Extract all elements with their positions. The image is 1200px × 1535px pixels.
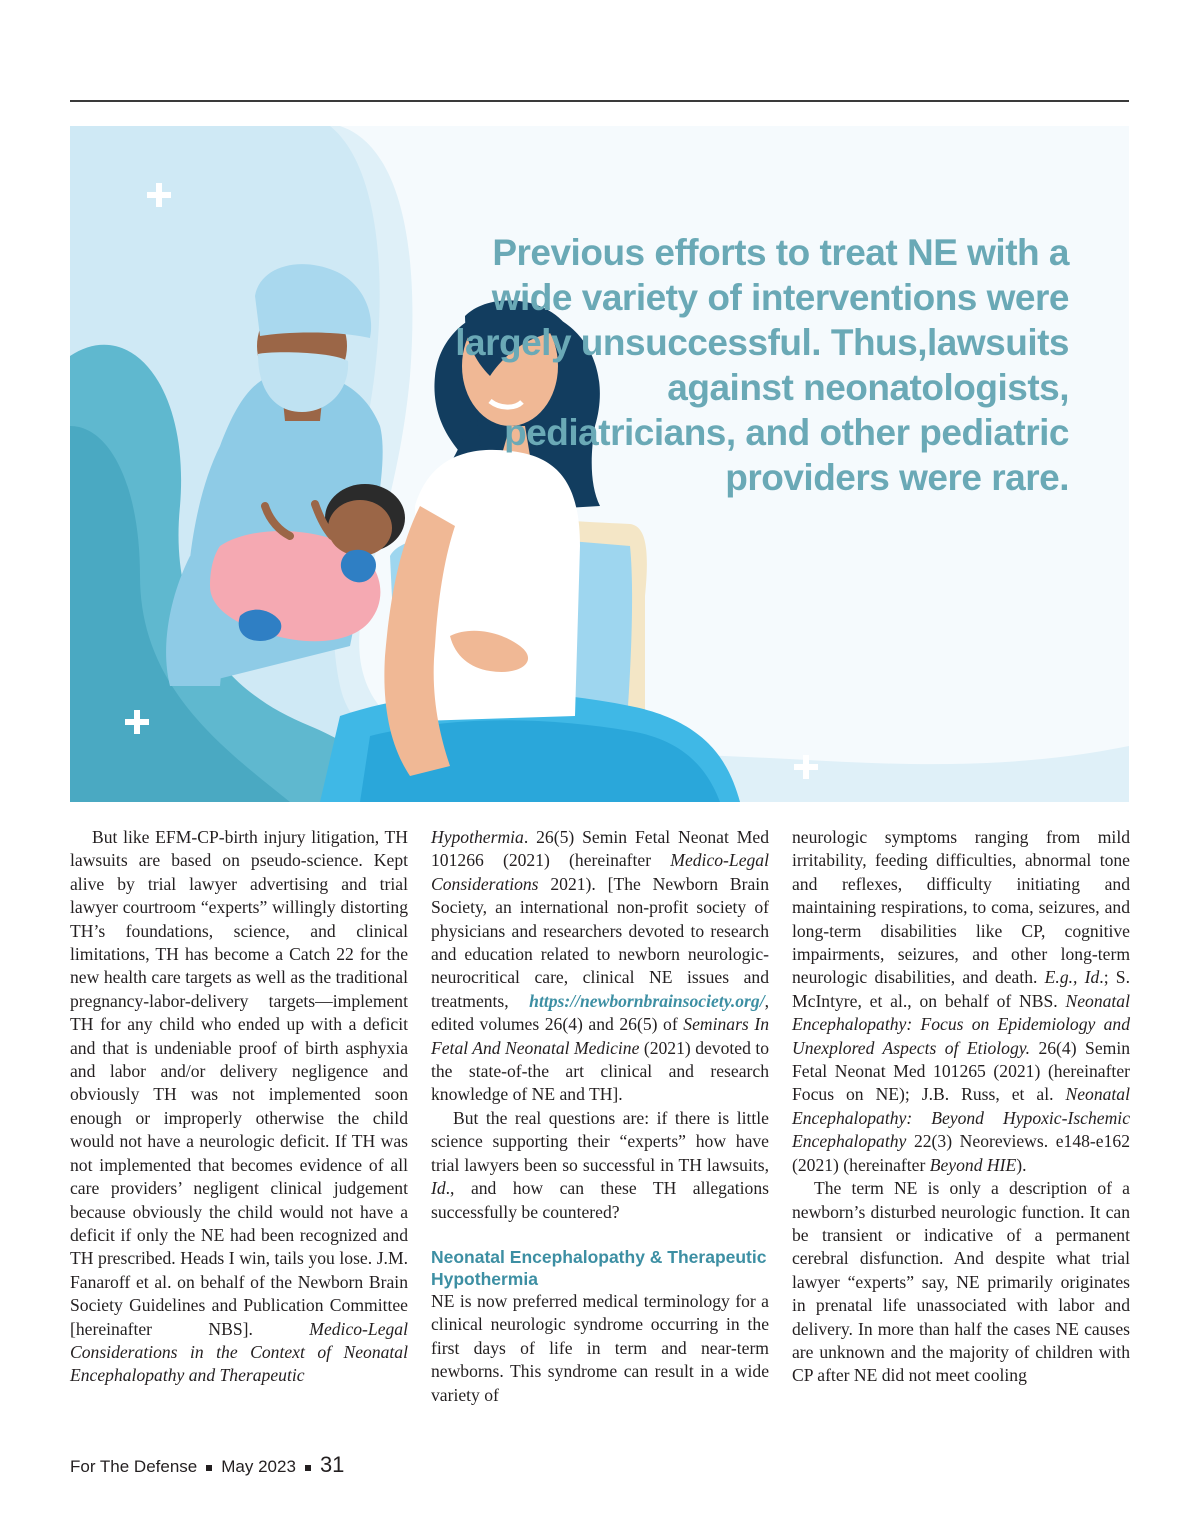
col2-text-c: , edited volumes 26(4) and 26(5) of [431, 990, 769, 1035]
col1-citation: Medico-Legal Considerations in the Context of Neonatal Encephalopathy and Therapeutic [70, 1318, 408, 1386]
pull-quote: Previous efforts to treat NE with a wide variety of interventions were largely unsuccessful. Thus,lawsuits against neonatologists, pediatricians, and other pediatric providers were rare. [455, 232, 1069, 498]
issue-date: May 2023 [221, 1457, 296, 1476]
bullet-square-icon [305, 1465, 311, 1471]
col2-italic-a: Hypothermia [431, 827, 524, 847]
bullet-square-icon [206, 1465, 212, 1471]
column-1 [70, 826, 408, 1388]
col1-text: But like EFM-CP-birth injury litigation, TH lawsuits are based on pseudo-science. Kept alive by trial lawyer advertising and trial lawyer courtroom “experts” willingly distorting TH’s foundations, science, and clinical limitations, TH has become a Catch 22 for the new health care targets as well as the traditional pregnancy-labor-delivery targets—implement TH for any child who ended up with a deficit and that is undeniable proof of birth asphyxia and labor and/or delivery negligence and obviously TH was not implemented soon enough or improperly otherwise the child would not have a neurologic deficit. If TH was not implemented that becomes evidence of all care providers’ negligent clinical judgement because obviously the child would not have a deficit if only the NE had been recognized and TH prescribed. Heads I win, tails you lose. J.M. Fanaroff et al. on behalf of the Newborn Brain Society Guidelines and Publication Committee [hereinafter NBS]. [70, 827, 408, 1339]
col2-p2-text: But the real questions are: if there is little science supporting their “experts” how have trial lawyers been so successful in TH lawsuits, [431, 1107, 769, 1175]
column-2 [431, 826, 769, 1407]
col3-text-c: 26(4) Semin Fetal Neonat Med 101265 (2021) (hereinafter Focus on NE); J.B. Russ, et al. [792, 1037, 1131, 1105]
col3-italic-a: E.g., Id [1044, 967, 1100, 988]
col2-p2-end: ., and how can these TH allegations successfully be countered? [431, 1178, 769, 1222]
col2-text-a: . 26(5) Semin Fetal Neonat Med 101266 (2021) (hereinafter [431, 827, 769, 871]
col3-paragraph-1 [792, 826, 1130, 1177]
col3-italic-b: Neonatal Encephalopathy: Focus on Epidemiology and Unexplored Aspects of Etiology. [792, 990, 1130, 1058]
col2-text-b: 2021). [The Newborn Brain Society, an international non-profit society of physicians and researchers devoted to research and education related to newborn neurologic-neurocritical care, clinical NE issues and treatments, [431, 873, 769, 1011]
col3-text-a: neurologic symptoms ranging from mild irritability, feeding difficulties, abnormal tone and reflexes, difficulty initiating and maintaining respirations, to coma, seizures, and long-term disabilities like CP, cognitive impairments, seizures, and other long-term neurologic disabilities, and death. [792, 827, 1130, 988]
section-heading: Neonatal Encephalopathy & Therapeutic Hypothermia [431, 1246, 767, 1289]
col2-italic-b: Medico-Legal Considerations [431, 850, 769, 894]
col2-p2-italic: Id [431, 1178, 446, 1199]
hero-illustration [70, 126, 1129, 802]
col3-text-e: ). [1016, 1154, 1027, 1175]
column-3 [792, 826, 1130, 1388]
page-number: 31 [319, 1452, 345, 1477]
col2-paragraph-2 [431, 1107, 769, 1224]
page-footer [70, 1452, 344, 1478]
col2-italic-c: Seminars In Fetal And Neonatal Medicine [431, 1014, 769, 1058]
col3-text-d: 22(3) Neoreviews. e148-e162 (2021) (hereinafter [792, 1131, 1130, 1175]
col1-paragraph [70, 826, 408, 1388]
publication-name: For The Defense [70, 1457, 198, 1476]
col3-italic-c: Neonatal Encephalopathy: Beyond Hypoxic-Ischemic Encephalopathy [792, 1084, 1130, 1152]
col2-text-d: (2021) devoted to the state-of-the art clinical and research knowledge of NE and TH]. [431, 1037, 770, 1105]
col3-text-b: .; S. McIntyre, et al., on behalf of NBS. [792, 967, 1130, 1011]
col2-paragraph-3: NE is now preferred medical terminology for a clinical neurologic syndrome occurring in the first days of life in term and near-term newborns. This syndrome can result in a wide variety of [431, 1290, 769, 1405]
col2-paragraph-1 [431, 826, 769, 1107]
col3-paragraph-2: The term NE is only a description of a newborn’s disturbed neurologic function. It can be transient or indicative of a permanent cerebral disfunction. And despite what trial lawyer “experts” say, NE primarily originates in prenatal life unassociated with labor and delivery. In more than half the cases NE causes are unknown and the majority of children with CP after NE did not meet cooling [792, 1178, 1130, 1386]
newborn-brain-society-link[interactable]: https://newbornbrainsociety.org/ [529, 990, 765, 1011]
top-rule [70, 100, 1129, 102]
col3-italic-d: Beyond HIE [929, 1154, 1017, 1175]
